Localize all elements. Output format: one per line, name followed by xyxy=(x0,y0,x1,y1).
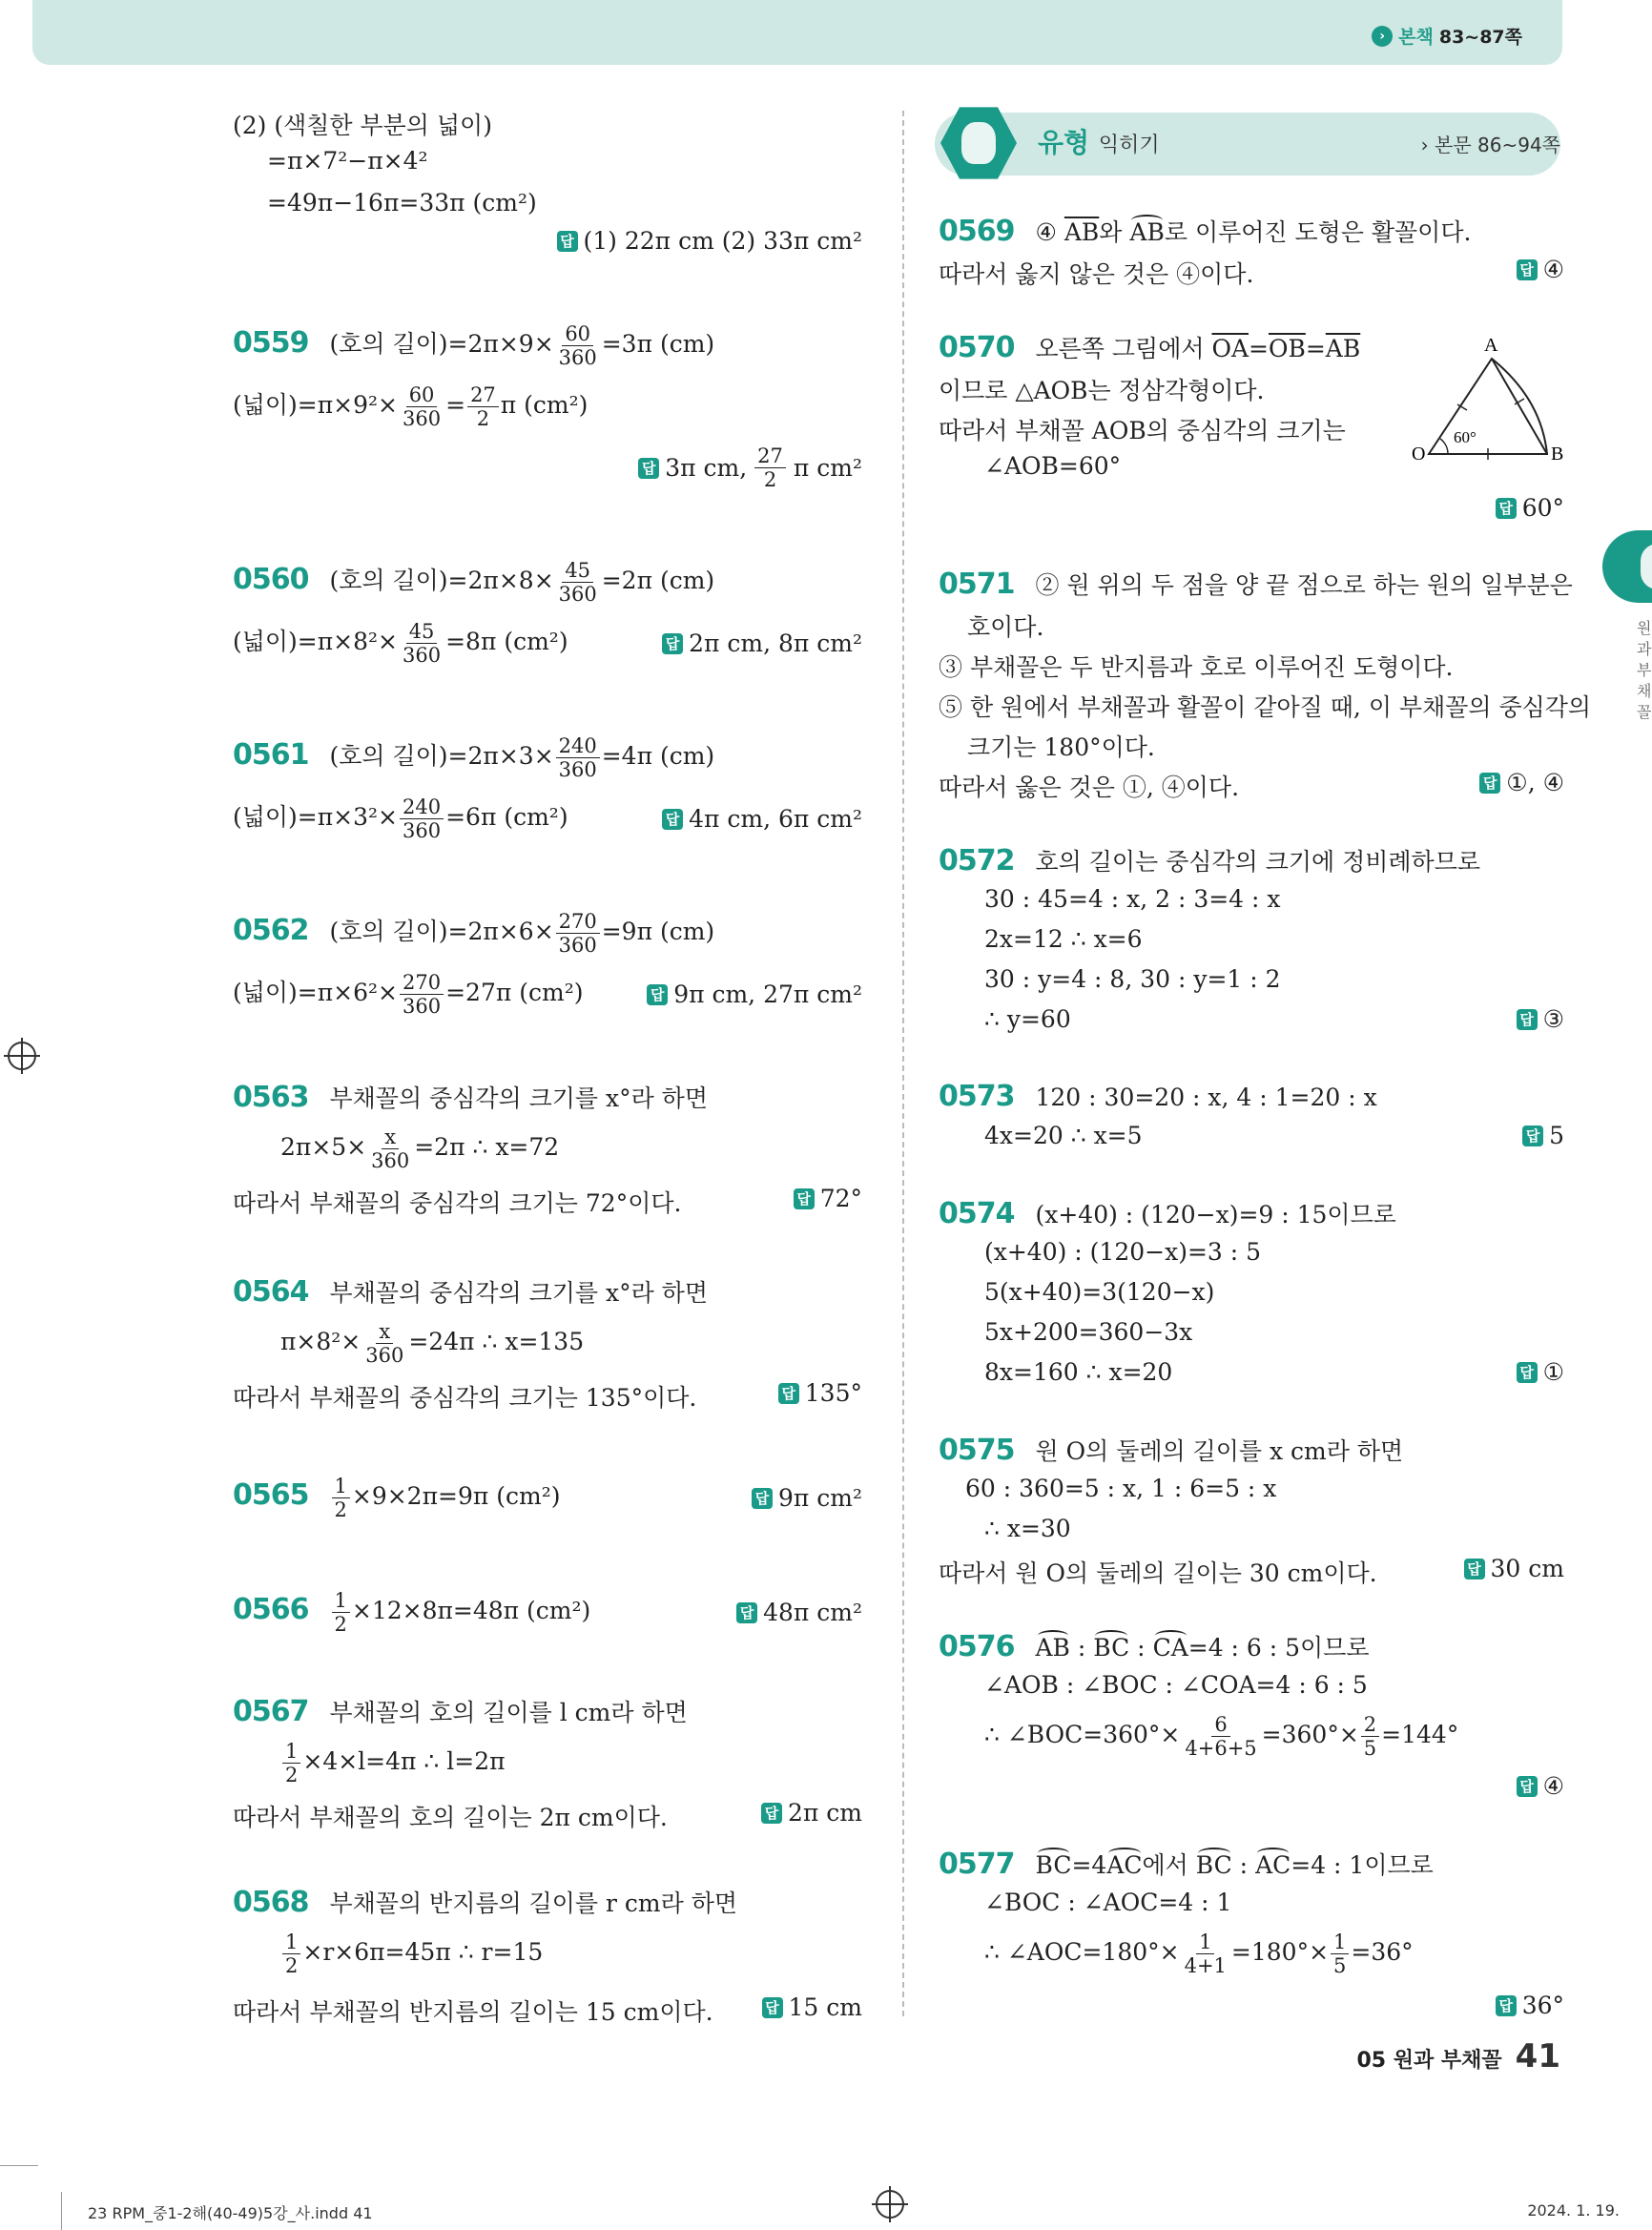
answer-icon: 답 xyxy=(662,809,683,830)
p0572-answer: 답 ③ xyxy=(1517,1005,1564,1033)
fraction: $\frac{60}{360}$ xyxy=(558,322,597,369)
p0560-answer: 답 2π cm, 8π cm² xyxy=(662,630,862,657)
p0575-answer: 답 30 cm xyxy=(1464,1555,1564,1582)
problem-0577: 0577 BC=4AC에서 BC : AC=4 : 1이므로 xyxy=(939,1848,1434,1881)
answer-icon: 답 xyxy=(1464,1559,1485,1580)
slug-date: 2024. 1. 19. xyxy=(1527,2201,1620,2220)
answer-icon: 답 xyxy=(1496,1995,1517,2016)
p0569-line2: 따라서 옳지 않은 것은 ④이다. xyxy=(939,260,1254,288)
answer-icon: 답 xyxy=(1517,1362,1538,1383)
answer-icon: 답 xyxy=(1496,498,1517,519)
problem-number: 0566 xyxy=(233,1593,309,1626)
problem-number: 0565 xyxy=(233,1478,309,1512)
p0564-line3: 따라서 부채꼴의 중심각의 크기는 135°이다. xyxy=(233,1384,697,1412)
p0563-line2: 2π×5× $\frac{x}{360}$ =2π ∴ x=72 xyxy=(280,1125,560,1172)
problem-number: 0574 xyxy=(939,1197,1015,1230)
problem-0572: 0572 호의 길이는 중심각의 크기에 정비례하므로 xyxy=(939,844,1480,878)
problem-0571: 0571 ② 원 위의 두 점을 양 끝 점으로 하는 원의 일부분은 xyxy=(939,568,1573,601)
p2-answer: 답 (1) 22π cm (2) 33π cm² xyxy=(557,227,862,255)
label-angle: 60° xyxy=(1454,428,1476,446)
p0562-line2: (넓이)=π×6²× $\frac{270}{360}$ =27π (cm²) xyxy=(233,971,584,1018)
chapter-side-text: 원과 부채꼴 xyxy=(1637,619,1652,721)
answer-icon: 답 xyxy=(1517,1009,1538,1030)
p0572-line3: 2x=12 ∴ x=6 xyxy=(984,925,1143,953)
answer-icon: 답 xyxy=(778,1383,799,1404)
ref-pages: 83~87쪽 xyxy=(1438,27,1522,48)
problem-number: 0567 xyxy=(233,1695,309,1728)
label-b: B xyxy=(1551,444,1564,465)
p0562-answer: 답 9π cm, 27π cm² xyxy=(647,981,862,1008)
p0576-answer: 답 ④ xyxy=(1517,1772,1564,1800)
answer-icon: 답 xyxy=(761,1803,782,1824)
chevron-right-icon: › xyxy=(1372,26,1393,47)
problem-0574: 0574 (x+40) : (120−x)=9 : 15이므로 xyxy=(939,1197,1396,1230)
answer-icon: 답 xyxy=(752,1488,773,1509)
problem-0576: 0576 AB : BC : CA=4 : 6 : 5이므로 xyxy=(939,1630,1370,1663)
p0572-line2: 30 : 45=4 : x, 2 : 3=4 : x xyxy=(984,885,1281,913)
angle-arc xyxy=(1440,439,1448,454)
problem-0563: 0563 부채꼴의 중심각의 크기를 x°라 하면 xyxy=(233,1081,708,1114)
answer-icon: 답 xyxy=(736,1602,757,1623)
p0561-line2: (넓이)=π×3²× $\frac{240}{360}$ =6π (cm²) xyxy=(233,795,568,842)
problem-number: 0568 xyxy=(233,1886,309,1919)
type-header-ref: › 본문 86~94쪽 xyxy=(1420,134,1560,156)
problem-0562: 0562 (호의 길이)=2π×6× $\frac{270}{360}$ =9π (cm) xyxy=(233,910,715,957)
problem-0569: 0569 ④ $\overline{AB}$와 AB로 이루어진 도형은 활꼴이다. xyxy=(939,215,1472,248)
p0577-line2: ∠BOC : ∠AOC=4 : 1 xyxy=(984,1889,1232,1916)
answer-icon: 답 xyxy=(762,1997,783,2018)
label-a: A xyxy=(1484,335,1498,356)
p0564-answer: 답 135° xyxy=(778,1379,862,1407)
problem-0565: 0565 $\frac{1}{2}$ ×9×2π=9π (cm²) xyxy=(233,1475,561,1521)
problem-0566: 0566 $\frac{1}{2}$ ×12×8π=48π (cm²) xyxy=(233,1589,591,1636)
chevron-right-icon: › xyxy=(1420,134,1429,156)
answer-icon: 답 xyxy=(1517,259,1538,280)
p2-line3: =49π−16π=33π (cm²) xyxy=(267,189,537,217)
p0561-answer: 답 4π cm, 6π cm² xyxy=(662,805,862,833)
p0559-answer: 답 3π cm, $\frac{27}{2}$ π cm² xyxy=(638,444,862,491)
p0569-answer: 답 ④ xyxy=(1517,256,1564,283)
problem-number: 0560 xyxy=(233,563,309,596)
p0577-answer: 답 36° xyxy=(1496,1992,1564,2019)
crop-mark xyxy=(0,2165,38,2166)
p0573-line2: 4x=20 ∴ x=5 xyxy=(984,1122,1143,1149)
crop-mark xyxy=(61,2192,62,2230)
registration-mark-icon xyxy=(8,1042,36,1070)
p2-line1: (2) (색칠한 부분의 넓이) xyxy=(233,112,492,139)
p0576-line2: ∠AOB : ∠BOC : ∠COA=4 : 6 : 5 xyxy=(984,1671,1368,1699)
label-o: O xyxy=(1412,444,1426,465)
page-number: 41 xyxy=(1515,2037,1560,2075)
p0574-line2: (x+40) : (120−x)=3 : 5 xyxy=(984,1238,1262,1266)
problem-number: 0569 xyxy=(939,215,1015,248)
problem-number: 0570 xyxy=(939,331,1015,364)
answer-icon: 답 xyxy=(1517,1776,1538,1797)
p0571-line1b: 호이다. xyxy=(967,613,1044,641)
problem-number: 0576 xyxy=(939,1630,1015,1663)
problem-number: 0577 xyxy=(939,1848,1015,1881)
p0570-line2: 이므로 △AOB는 정삼각형이다. xyxy=(939,377,1265,404)
footer-chapter: 05 원과 부채꼴 xyxy=(1356,2049,1502,2073)
p0568-line3: 따라서 부채꼴의 반지름의 길이는 15 cm이다. xyxy=(233,1998,713,2026)
p0564-line2: π×8²× $\frac{x}{360}$ =24π ∴ x=135 xyxy=(280,1320,585,1367)
chapter-side-tab xyxy=(1602,530,1652,603)
problem-number: 0563 xyxy=(233,1081,309,1114)
top-page-reference xyxy=(1372,23,1522,49)
type-header-title: 유형 익히기 xyxy=(1038,127,1160,158)
answer-icon: 답 xyxy=(557,231,578,252)
p0572-line5: ∴ y=60 xyxy=(984,1005,1071,1033)
problem-0575: 0575 원 O의 둘레의 길이를 x cm라 하면 xyxy=(939,1434,1404,1467)
p0567-line3: 따라서 부채꼴의 호의 길이는 2π cm이다. xyxy=(233,1804,668,1831)
column-divider xyxy=(902,111,904,2016)
p0568-line2: $\frac{1}{2}$ ×r×6π=45π ∴ r=15 xyxy=(280,1931,543,1977)
answer-icon: 답 xyxy=(638,458,659,479)
top-banner xyxy=(32,0,1562,65)
p0575-line2: 60 : 360=5 : x, 1 : 6=5 : x xyxy=(965,1475,1277,1502)
p0575-line4: 따라서 원 O의 둘레의 길이는 30 cm이다. xyxy=(939,1559,1377,1587)
problem-number: 0573 xyxy=(939,1080,1015,1113)
p0567-answer: 답 2π cm xyxy=(761,1799,862,1827)
problem-number: 0575 xyxy=(939,1434,1015,1467)
p0573-answer: 답 5 xyxy=(1522,1122,1564,1149)
p0574-answer: 답 ① xyxy=(1517,1358,1564,1386)
sector-outline xyxy=(1429,359,1547,454)
p0565-answer: 답 9π cm² xyxy=(752,1484,862,1512)
problem-0559: 0559 (호의 길이)=2π×9× $\frac{60}{360}$ =3π (cm) xyxy=(233,322,715,369)
p0566-answer: 답 48π cm² xyxy=(736,1599,862,1626)
answer-icon: 답 xyxy=(647,984,668,1005)
problem-0567: 0567 부채꼴의 호의 길이를 l cm라 하면 xyxy=(233,1695,688,1728)
p0572-line4: 30 : y=4 : 8, 30 : y=1 : 2 xyxy=(984,965,1281,993)
p0571-answer: 답 ①, ④ xyxy=(1479,769,1564,796)
p0571-line2: ③ 부채꼴은 두 반지름과 호로 이루어진 도형이다. xyxy=(939,653,1454,681)
problem-number: 0559 xyxy=(233,326,309,360)
answer-icon: 답 xyxy=(1522,1125,1543,1146)
problem-number: 0564 xyxy=(233,1275,309,1309)
p0574-line5: 8x=160 ∴ x=20 xyxy=(984,1358,1173,1386)
chord-ab xyxy=(1492,359,1547,454)
problem-number: 0571 xyxy=(939,568,1015,601)
p0567-line2: $\frac{1}{2}$ ×4×l=4π ∴ l=2π xyxy=(280,1740,506,1786)
p0574-line4: 5x+200=360−3x xyxy=(984,1318,1193,1346)
p0571-line4: 따라서 옳은 것은 ①, ④이다. xyxy=(939,774,1240,801)
registration-mark-icon xyxy=(876,2190,904,2219)
p0575-line3: ∴ x=30 xyxy=(984,1515,1071,1542)
problem-number: 0561 xyxy=(233,738,309,772)
p0571-line3b: 크기는 180°이다. xyxy=(967,733,1155,761)
ref-label: 본책 xyxy=(1398,27,1434,48)
slug-file: 23 RPM_중1-2해(40-49)5강_사.indd 41 xyxy=(88,2204,373,2222)
answer-icon: 답 xyxy=(1479,773,1500,794)
problem-0561: 0561 (호의 길이)=2π×3× $\frac{240}{360}$ =4π (cm) xyxy=(233,734,715,781)
p2-line2: =π×7²−π×4² xyxy=(267,147,428,175)
problem-0568: 0568 부채꼴의 반지름의 길이를 r cm라 하면 xyxy=(233,1886,737,1919)
p0560-line2: (넓이)=π×8²× $\frac{45}{360}$ =8π (cm²) xyxy=(233,620,568,667)
p0570-answer: 답 60° xyxy=(1496,494,1564,522)
p0577-line3: ∴ ∠AOC=180°× $\frac{1}{4+1}$ =180°× $\frac{1}{5}$ =36° xyxy=(984,1931,1414,1977)
p0570-line4: ∠AOB=60° xyxy=(984,452,1122,480)
p0570-line3: 따라서 부채꼴 AOB의 중심각의 크기는 xyxy=(939,417,1346,444)
answer-icon: 답 xyxy=(662,633,683,654)
answer-icon: 답 xyxy=(794,1188,815,1209)
p0563-answer: 답 72° xyxy=(794,1185,862,1212)
p0571-line3: ⑤ 한 원에서 부채꼴과 활꼴이 같아질 때, 이 부채꼴의 중심각의 xyxy=(939,693,1592,721)
sector-figure xyxy=(1408,332,1576,471)
problem-number: 0562 xyxy=(233,914,309,947)
p0559-line2: (넓이)=π×9²× $\frac{60}{360}$ = $\frac{27}{2}$ π (cm²) xyxy=(233,383,589,430)
problem-0564: 0564 부채꼴의 중심각의 크기를 x°라 하면 xyxy=(233,1275,708,1309)
p0568-answer: 답 15 cm xyxy=(762,1993,862,2021)
problem-0570: 0570 오른쪽 그림에서 $\overline{OA}=\overline{OB}=\overline{AB}$ xyxy=(939,331,1361,364)
problem-0560: 0560 (호의 길이)=2π×8× $\frac{45}{360}$ =2π (cm) xyxy=(233,559,715,606)
p0563-line3: 따라서 부채꼴의 중심각의 크기는 72°이다. xyxy=(233,1189,682,1217)
problem-0573: 0573 120 : 30=20 : x, 4 : 1=20 : x xyxy=(939,1080,1377,1113)
p0576-line3: ∴ ∠BOC=360°× $\frac{6}{4+6+5}$ =360°× $\frac{2}{5}$ =144° xyxy=(984,1713,1459,1760)
problem-number: 0572 xyxy=(939,844,1015,878)
p0574-line3: 5(x+40)=3(120−x) xyxy=(984,1278,1215,1306)
page-footer xyxy=(1356,2037,1560,2075)
